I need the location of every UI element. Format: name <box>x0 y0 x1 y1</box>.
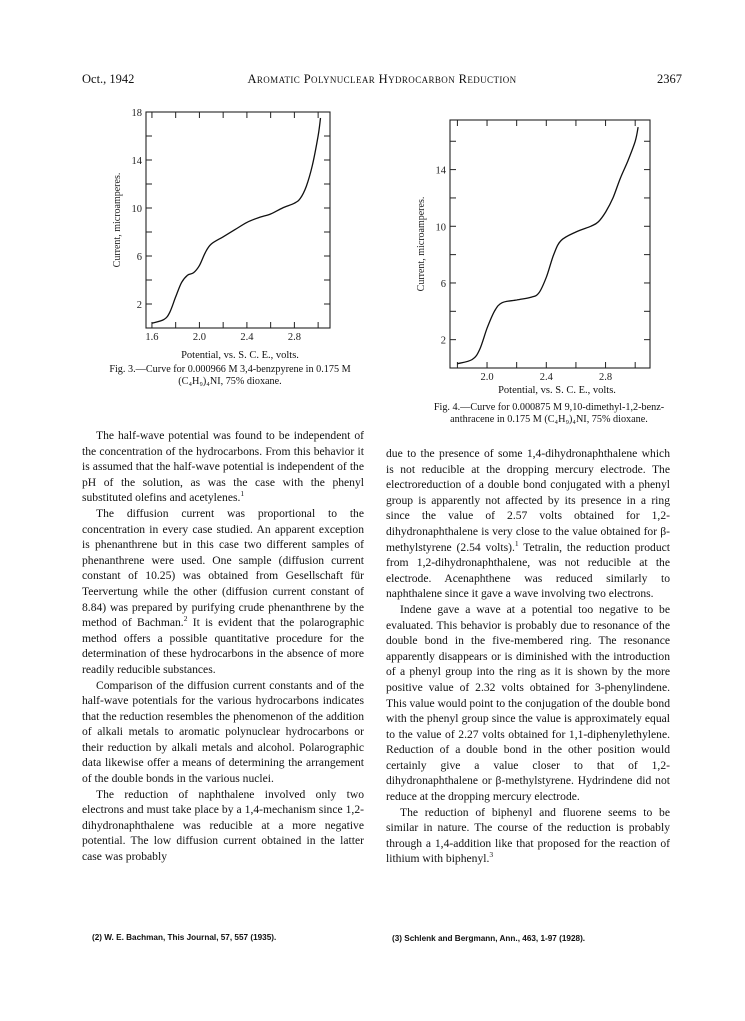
reference-3: 3 <box>489 850 494 860</box>
figure-4-xlabel: Potential, vs. S. C. E., volts. <box>498 385 616 396</box>
figure-3-frame <box>146 112 330 328</box>
figure-3-ytick-label: 10 <box>131 204 142 215</box>
right-column <box>386 446 670 867</box>
figure-4-ytick-label: 6 <box>440 278 446 290</box>
figure-4-caption-line1: Fig. 4.—Curve for 0.000875 M 9,10-dimethyl-1,2-benz- <box>433 402 665 413</box>
figure-3-caption-line1: Fig. 3.—Curve for 0.000966 M 3,4-benzpyrene in 0.175 M <box>109 364 351 375</box>
figure-3-xtick-label: 1.6 <box>145 332 159 343</box>
figure-3-caption-line2: (C₄H₉)₄NI, 75% dioxane. <box>178 376 282 388</box>
right-paragraph-1: due to the presence of some 1,4-dihydronaphthalene which is not reducible at the dropping mercury electrode. The electroreduction of a double bond conjugated with a phenyl group is apparently not affected by its presence in a ring since the value of 2.57 volts obtained for 1,2-dihydronaphthalene is very close to the value obtained for β-methylstyrene (2.54 volts).$^1$ Tetralin, the reduction product from 1,2-dihydronaphthalene, was not reducible at the electrode. Acenaphthene was reduced similarly to naphthalene since it gave a wave involving two electrons. <box>386 447 671 601</box>
figure-4-caption-line2: anthracene in 0.175 M (C₄H₉)₄NI, 75% dioxane. <box>450 414 648 426</box>
figure-3-caption <box>70 364 390 389</box>
figure-4-frame <box>450 120 650 368</box>
running-header <box>82 72 682 88</box>
left-column <box>82 428 364 865</box>
header-date: Oct., 1942 <box>82 72 135 86</box>
reference-1: 1 <box>240 489 245 499</box>
figure-3 <box>100 100 360 400</box>
left-paragraph-3: Comparison of the diffusion current constants and of the half-wave potentials for the various hydrocarbons indicates that the reduction resembles the phenomenon of the addition of alkali metals to aromatic polynuclear hydrocarbons or their reduction by alkali metals and alcohol. Polarographic data likewise offer a means of determining the arrangement of the double bonds in the various nuclei. <box>82 678 364 786</box>
figure-4-ylabel: Current, microamperes. <box>416 196 427 292</box>
figure-4-ytick-label: 2 <box>440 335 446 347</box>
figure-3-xtick-label: 2.8 <box>287 332 301 343</box>
reference-1b: 1 <box>514 538 519 548</box>
reference-2: 2 <box>183 614 188 624</box>
figure-3-curve <box>152 118 321 323</box>
left-paragraph-1: The half-wave potential was found to be independent of the concentration of the hydrocarbons. From this behavior it is assumed that the half-wave potential is independent of the pH of the solution, as was the case with the phenyl substituted olefins and acetylenes.$^1$ <box>82 429 364 505</box>
figure-3-ytick-label: 18 <box>131 108 142 119</box>
figure-3-ytick-label: 14 <box>131 156 142 167</box>
figure-3-ytick-label: 6 <box>136 252 142 263</box>
right-paragraph-2: Indene gave a wave at a potential too negative to be evaluated. This behavior is probably due to resonance of the double bond in the five-membered ring. The resonance apparently disappears or is diminished with the introduction of a phenyl group into the ring as it is shown by the more positive value of 2.32 volts obtained for 3-phenylindene. This value would point to the conjugation of the double bond with the phenyl group since the value is approximately equal to the value of 2.27 volts obtained for 1,1-diphenylethylene. Reduction of a double bond in the other position would certainly give a value closer to that of 1,2-dihydronaphthalene or β-methylstyrene. Hydrindene did not reduce at the dropping mercury electrode. <box>386 602 671 804</box>
figure-4-ytick-label: 10 <box>435 222 446 234</box>
footnote-3: (3) Schlenk and Bergmann, Ann., 463, 1-97 (1928). <box>392 934 586 943</box>
figure-3-xtick-label: 2.4 <box>240 332 254 343</box>
footnote-2: (2) W. E. Bachman, This Journal, 57, 557 (1935). <box>92 933 277 942</box>
figure-3-ytick-label: 2 <box>136 300 142 311</box>
page-number: 2367 <box>657 72 682 86</box>
figure-4-xtick-label: 2.4 <box>539 372 553 383</box>
figure-3-xtick-label: 2.0 <box>192 332 206 343</box>
left-paragraph-2: The diffusion current was proportional to the concentration in every case studied. An apparent exception is phenanthrene but in this case two different samples of phenanthrene were used. One sample (diffusion current constant of 10.25) was obtained from Gesellschaft für Teervertung while the other (diffusion current constant of 8.84) was prepared by purifying crude phenanthrene by the method of Bachman.$^2$ It is evident that the polarographic method offers a possible quantitative procedure for the determination of these hydrocarbons in the absence of more readily reducible substances. <box>82 506 364 676</box>
figure-3-ylabel: Current, microamperes. <box>112 172 123 268</box>
figure-4 <box>412 100 672 440</box>
figure-4-curve <box>457 127 638 364</box>
figure-4-chart <box>412 100 672 383</box>
header-title: Aromatic Polynuclear Hydrocarbon Reduction <box>247 72 517 86</box>
right-paragraph-3: The reduction of biphenyl and fluorene seems to be similar in nature. The course of the reduction is probably through a 1,4-addition like that proposed for the reaction of lithium with biphenyl.$^3$ <box>386 805 670 866</box>
figure-3-xlabel: Potential, vs. S. C. E., volts. <box>181 350 299 361</box>
figure-3-chart <box>100 100 360 343</box>
figure-4-ytick-label: 14 <box>435 165 446 177</box>
figure-4-xtick-label: 2.8 <box>598 372 613 383</box>
figure-4-xtick-label: 2.0 <box>480 372 494 383</box>
figure-4-caption <box>394 402 704 427</box>
left-paragraph-4: The reduction of naphthalene involved only two electrons and must take place by a 1,4-mechanism since 1,2-dihydronaphthalene was reducible at a more negative potential. The low diffusion current obtained in the latter case was probably <box>82 787 364 864</box>
